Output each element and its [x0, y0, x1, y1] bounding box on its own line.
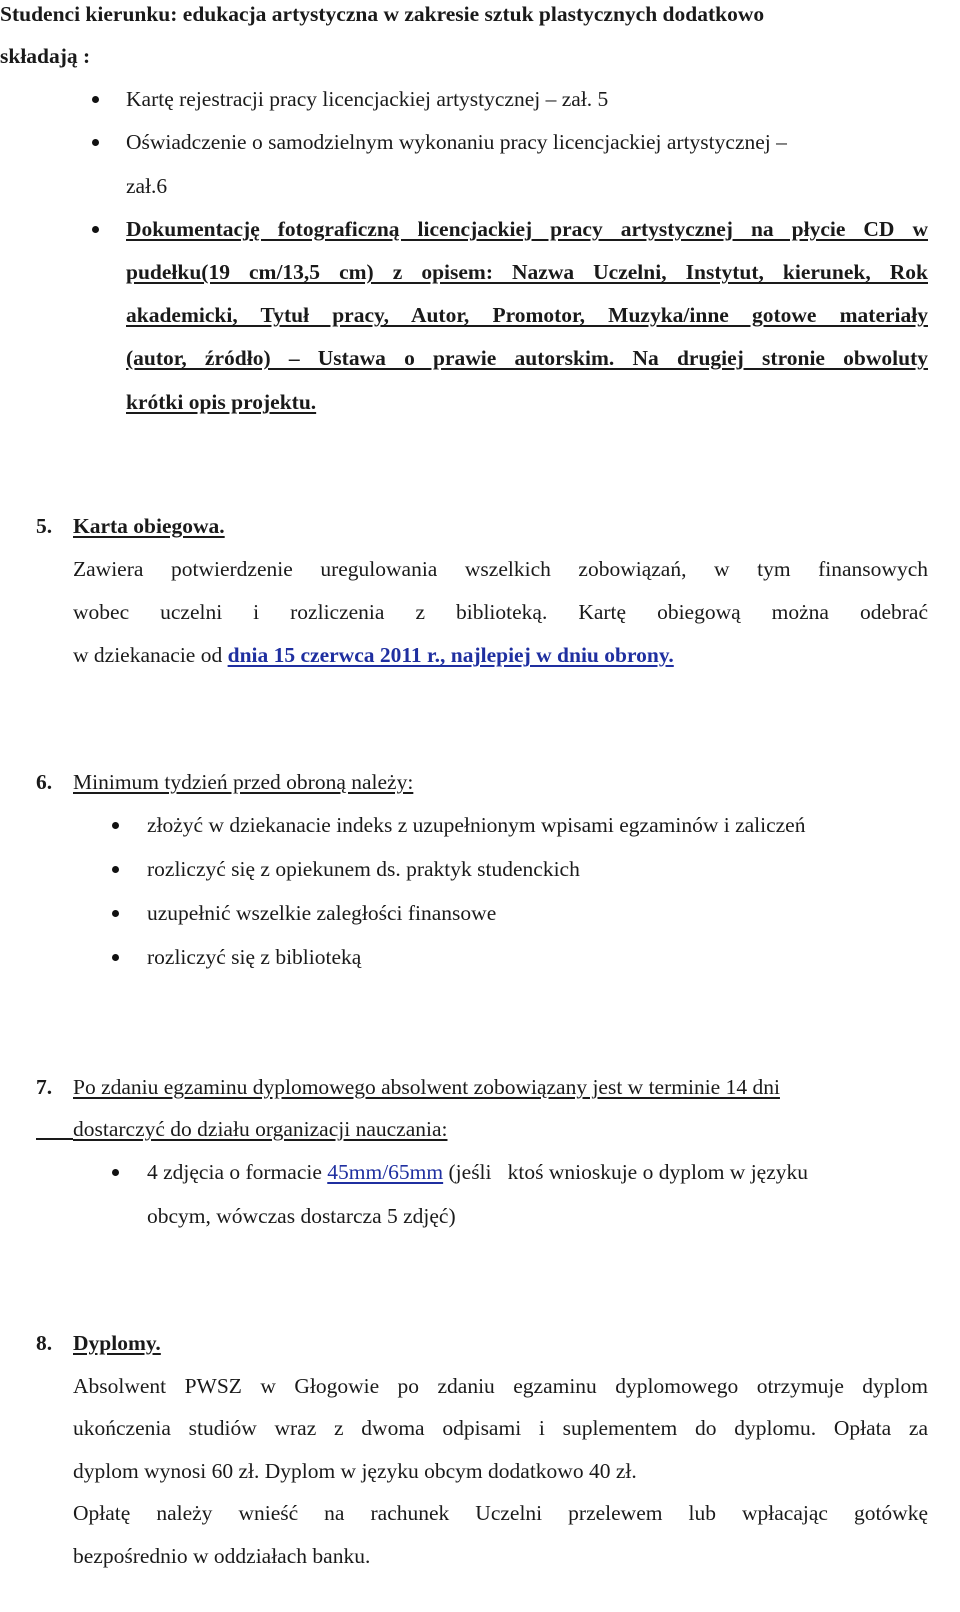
section8-line1: Absolwent PWSZ w Głogowie po zdaniu egzaminu dyplomowego otrzymuje dyplom [73, 1374, 928, 1398]
section8-line5: bezpośrednio w oddziałach banku. [73, 1544, 371, 1568]
art-heading-line1: Studenci kierunku: edukacja artystyczna w zakresie sztuk plastycznych dodatkowo [0, 2, 765, 26]
section8-number: 8. [36, 1331, 53, 1355]
section7-item-text: 4 zdjęcia o formacie [147, 1160, 328, 1184]
bullet-icon [112, 1169, 119, 1176]
bullet-icon [112, 822, 119, 829]
section7-title-line1: Po zdaniu egzaminu dyplomowego absolwent zobowiązany jest w terminie 14 dni [73, 1075, 780, 1099]
section8-line4: Opłatę należy wnieść na rachunek Uczelni przelewem lub wpłacając gotówkę [73, 1501, 928, 1525]
section8-line3: dyplom wynosi 60 zł. Dyplom w języku obcym dodatkowo 40 zł. [73, 1459, 637, 1483]
art-item-1: Kartę rejestracji pracy licencjackiej artystycznej – zał. 5 [126, 87, 609, 111]
section8-title: Dyplomy. [73, 1331, 161, 1355]
section6-item-1: złożyć w dziekanacie indeks z uzupełnionym wpisami egzaminów i zaliczeń [147, 813, 806, 837]
section7-item-line2: obcym, wówczas dostarcza 5 zdjęć) [147, 1204, 456, 1228]
art-item-3-line5: krótki opis projektu. [126, 390, 317, 414]
underline-lead [36, 1138, 73, 1140]
section7-item-text-after: (jeśli ktoś wnioskuje o dyplom w języku [443, 1160, 809, 1184]
art-item-3-line4: (autor, źródło) – Ustawa o prawie autorskim. Na drugiej stronie obwoluty [126, 346, 928, 370]
art-item-2-line2: zał.6 [126, 174, 168, 198]
section6-item-3: uzupełnić wszelkie zaległości finansowe [147, 901, 497, 925]
section7-title-line2: dostarczyć do działu organizacji nauczania: [73, 1117, 448, 1141]
pickup-date-link[interactable]: dnia 15 czerwca 2011 r., najlepiej w dniu obrony. [227, 643, 674, 667]
section8-line2: ukończenia studiów wraz z dwoma odpisami i suplementem do dyplomu. Opłata za [73, 1416, 928, 1440]
art-item-2-line1: Oświadczenie o samodzielnym wykonaniu pracy licencjackiej artystycznej – [126, 130, 787, 154]
section6-number: 6. [36, 770, 53, 794]
section5-line2: wobec uczelni i rozliczenia z biblioteką. Kartę obiegową można odebrać [73, 600, 928, 624]
section5-line1: Zawiera potwierdzenie uregulowania wszelkich zobowiązań, w tym finansowych [73, 557, 928, 581]
bullet-icon [112, 954, 119, 961]
section7-number: 7. [36, 1075, 53, 1099]
art-item-3-line2: pudełku(19 cm/13,5 cm) z opisem: Nazwa Uczelni, Instytut, kierunek, Rok [126, 260, 928, 284]
bullet-icon [112, 910, 119, 917]
bullet-icon [92, 139, 99, 146]
photo-format-link[interactable]: 45mm/65mm [327, 1160, 444, 1184]
section5-line3-text: w dziekanacie od [73, 643, 228, 667]
bullet-icon [112, 866, 119, 873]
section5-line3 [73, 645, 674, 667]
art-item-3-line1: Dokumentację fotograficzną licencjackiej pracy artystycznej na płycie CD w [126, 217, 928, 241]
bullet-icon [92, 96, 99, 103]
art-heading-line2: składają : [0, 44, 91, 68]
section5-title: Karta obiegowa. [73, 514, 225, 538]
section6-item-4: rozliczyć się z biblioteką [147, 945, 362, 969]
art-item-3-line3: akademicki, Tytuł pracy, Autor, Promotor, Muzyka/inne gotowe materiały [126, 303, 928, 327]
section7-item-line1 [147, 1162, 808, 1184]
bullet-icon [92, 226, 99, 233]
section6-title: Minimum tydzień przed obroną należy: [73, 770, 414, 794]
section6-item-2: rozliczyć się z opiekunem ds. praktyk studenckich [147, 857, 580, 881]
section5-number: 5. [36, 514, 53, 538]
